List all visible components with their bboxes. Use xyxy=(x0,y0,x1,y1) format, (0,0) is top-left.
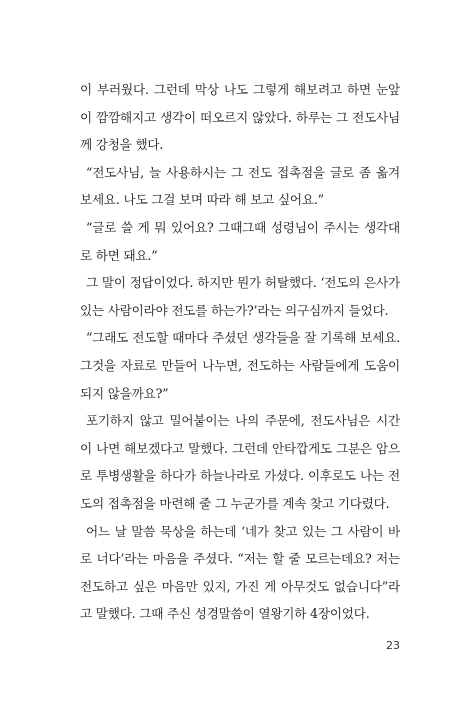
text-line: 로 너다’라는 마음을 주셨다. “저는 할 줄 모르는데요? 저는 xyxy=(80,551,400,567)
text-line: 이 부러웠다. 그런데 막상 나도 그렇게 해보려고 하면 눈앞 xyxy=(80,82,400,97)
text-line: 전도하고 싶은 마음만 있지, 가진 게 아무것도 없습니다”라 xyxy=(80,578,400,594)
body-text xyxy=(80,76,400,628)
text-line: “글로 쓸 게 뭐 있어요? 그때그때 성령님이 주시는 생각대 xyxy=(86,219,400,235)
text-line: 되지 않을까요?” xyxy=(80,385,169,401)
text-line: “전도사님, 늘 사용하시는 그 전도 접촉점을 글로 좀 옮겨 xyxy=(86,164,400,180)
text-line: 께 강청을 했다. xyxy=(80,137,164,153)
text-line: 어느 날 말씀 묵상을 하는데 ‘네가 찾고 있는 그 사람이 바 xyxy=(86,523,400,539)
text-line: “그래도 전도할 때마다 주셨던 생각들을 잘 기록해 보세요. xyxy=(86,330,400,346)
text-line: 이 나면 해보겠다고 말했다. 그런데 안타깝게도 그분은 암으 xyxy=(80,440,400,456)
text-line: 로 투병생활을 하다가 하늘나라로 가셨다. 이후로도 나는 전 xyxy=(80,468,400,484)
text-line: 고 말했다. 그때 주신 성경말씀이 열왕기하 4장이었다. xyxy=(80,606,370,622)
page-number: 23 xyxy=(386,639,400,652)
text-line: 보세요. 나도 그걸 보며 따라 해 보고 싶어요.” xyxy=(80,192,324,208)
text-line: 그 말이 정답이었다. 하지만 뭔가 허탈했다. ‘전도의 은사가 xyxy=(86,275,400,291)
text-line: 로 하면 돼요.” xyxy=(80,247,158,263)
text-line: 이 깜깜해지고 생각이 떠오르지 않았다. 하루는 그 전도사님 xyxy=(80,109,400,125)
text-line: 있는 사람이라야 전도를 하는가?’라는 의구심까지 들었다. xyxy=(80,302,389,318)
text-line: 포기하지 않고 밀어붙이는 나의 주문에, 전도사님은 시간 xyxy=(86,413,400,429)
text-line: 그것을 자료로 만들어 나누면, 전도하는 사람들에게 도움이 xyxy=(80,357,400,373)
text-line: 도의 접촉점을 마련해 줄 그 누군가를 계속 찾고 기다렸다. xyxy=(80,495,390,511)
